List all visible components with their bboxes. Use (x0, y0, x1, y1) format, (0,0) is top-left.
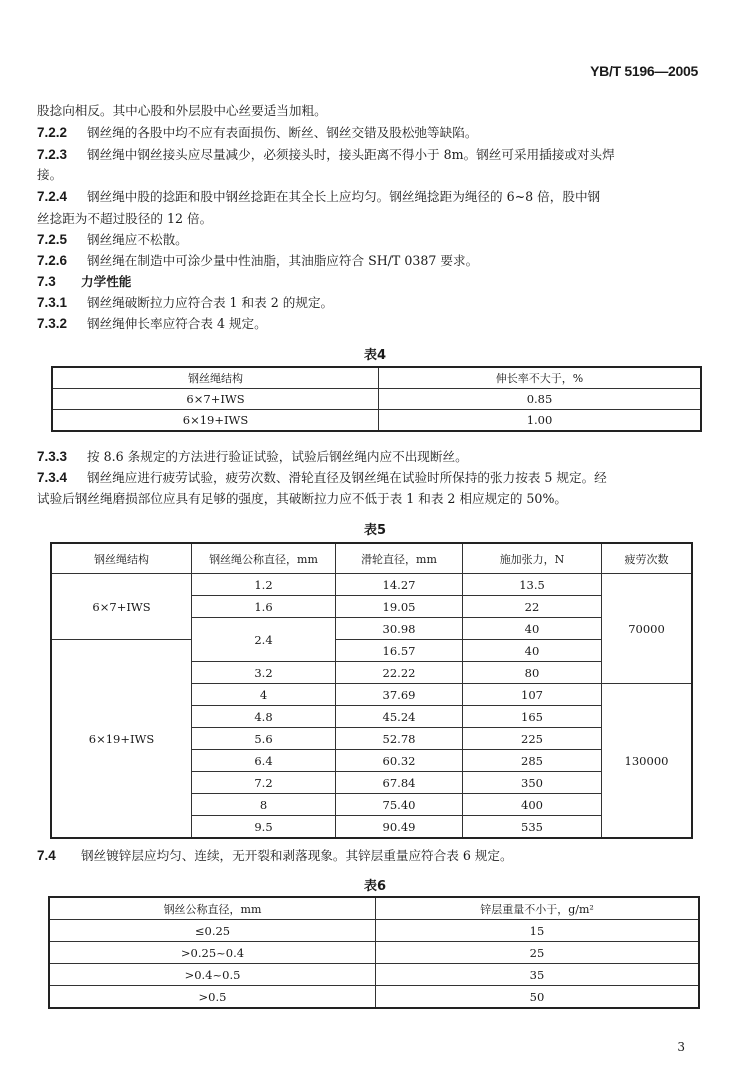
clause-number: 7.2.5 (37, 232, 68, 247)
structure-cell: 6×7+IWS (51, 574, 192, 640)
table-row (49, 920, 699, 942)
table-header-row (49, 897, 699, 920)
column-header: 钢丝绳公称直径，mm (192, 543, 336, 574)
table-cell: 1.00 (379, 410, 702, 432)
diameter-cell: 4 (192, 684, 336, 706)
clause-7-3-2 (37, 316, 267, 332)
table-cell: ≤0.25 (49, 920, 376, 942)
section-7-4 (37, 848, 513, 864)
table-cell: 50 (376, 986, 700, 1009)
table-5-caption: 表5 (363, 523, 387, 538)
table-cell: >0.5 (49, 986, 376, 1009)
clause-text: 钢丝绳中股的捻距和股中钢丝捻距在其全长上应均匀。钢丝绳捻距为绳径的 6~8 倍，股中钢 (87, 189, 601, 204)
tension-cell: 22 (463, 596, 602, 618)
clause-7-2-5 (37, 232, 188, 248)
paragraph-line (37, 211, 212, 227)
pulley-cell: 52.78 (336, 728, 463, 750)
clause-text: 钢丝绳应进行疲劳试验，疲劳次数、滑轮直径及钢丝绳在试验时所保持的张力按表 5 规定。经 (87, 470, 607, 485)
diameter-cell: 2.4 (192, 618, 336, 662)
column-header: 滑轮直径，mm (336, 543, 463, 574)
section-title: 力学性能 (81, 274, 132, 289)
diameter-cell: 1.2 (192, 574, 336, 596)
table-cell: 6×19+IWS (52, 410, 379, 432)
clause-7-2-4 (37, 189, 600, 205)
table-cell: 15 (376, 920, 700, 942)
table-cell: 35 (376, 964, 700, 986)
pulley-cell: 19.05 (336, 596, 463, 618)
pulley-cell: 45.24 (336, 706, 463, 728)
clause-7-2-2 (37, 125, 477, 141)
pulley-cell: 37.69 (336, 684, 463, 706)
clause-7-3-4 (37, 470, 607, 486)
paragraph-line (37, 491, 567, 507)
diameter-cell: 9.5 (192, 816, 336, 839)
clause-7-3-3 (37, 449, 468, 465)
table-cell: >0.25~0.4 (49, 942, 376, 964)
tension-cell: 107 (463, 684, 602, 706)
tension-cell: 225 (463, 728, 602, 750)
tension-cell: 40 (463, 618, 602, 640)
section-number: 7.3 (37, 274, 56, 289)
paragraph-text: 丝捻距为不超过股径的 12 倍。 (37, 211, 213, 226)
table-row (49, 986, 699, 1009)
column-header: 施加张力，N (463, 543, 602, 574)
table-4-caption: 表4 (363, 348, 387, 363)
diameter-cell: 5.6 (192, 728, 336, 750)
pulley-cell: 16.57 (336, 640, 463, 662)
diameter-cell: 7.2 (192, 772, 336, 794)
clause-number: 7.2.3 (37, 147, 68, 162)
diameter-cell: 6.4 (192, 750, 336, 772)
table-cell: >0.4~0.5 (49, 964, 376, 986)
clause-number: 7.2.6 (37, 253, 68, 268)
tension-cell: 285 (463, 750, 602, 772)
table-row (52, 410, 701, 432)
table-row (49, 942, 699, 964)
standard-code: YB/T 5196—2005 (590, 63, 698, 79)
fatigue-cell: 70000 (602, 574, 693, 684)
clause-number: 7.2.2 (37, 125, 68, 140)
diameter-cell: 4.8 (192, 706, 336, 728)
pulley-cell: 75.40 (336, 794, 463, 816)
table-5 (50, 542, 693, 839)
fatigue-cell: 130000 (602, 684, 693, 839)
clause-text: 钢丝绳的各股中均不应有表面损伤、断丝、钢丝交错及股松弛等缺陷。 (87, 125, 478, 140)
clause-text: 钢丝绳应不松散。 (87, 232, 188, 247)
clause-number: 7.3.2 (37, 316, 68, 331)
table-row (51, 640, 692, 662)
tension-cell: 80 (463, 662, 602, 684)
table-header-row (51, 543, 692, 574)
clause-number: 7.3.3 (37, 449, 68, 464)
clause-number: 7.3.1 (37, 295, 68, 310)
paragraph-text: 试验后钢丝绳磨损部位应具有足够的强度，其破断拉力应不低于表 1 和表 2 相应规定的 50%。 (37, 491, 568, 506)
tension-cell: 535 (463, 816, 602, 839)
column-header: 锌层重量不小于，g/m² (376, 897, 700, 920)
paragraph-line (37, 167, 62, 183)
table-header-row (52, 367, 701, 389)
table-row (49, 964, 699, 986)
clause-number: 7.3.4 (37, 470, 68, 485)
clause-text: 钢丝绳伸长率应符合表 4 规定。 (87, 316, 267, 331)
pulley-cell: 14.27 (336, 574, 463, 596)
column-header: 疲劳次数 (602, 543, 693, 574)
tension-cell: 40 (463, 640, 602, 662)
diameter-cell: 1.6 (192, 596, 336, 618)
clause-7-2-3 (37, 147, 615, 163)
pulley-cell: 67.84 (336, 772, 463, 794)
pulley-cell: 60.32 (336, 750, 463, 772)
table-4 (51, 366, 702, 432)
structure-cell: 6×19+IWS (51, 640, 192, 839)
table-6 (48, 896, 700, 1009)
column-header: 钢丝公称直径，mm (49, 897, 376, 920)
paragraph-text: 接。 (37, 167, 63, 182)
table-6-caption: 表6 (363, 879, 387, 894)
diameter-cell: 8 (192, 794, 336, 816)
pulley-cell: 90.49 (336, 816, 463, 839)
diameter-cell: 3.2 (192, 662, 336, 684)
clause-text: 钢丝绳破断拉力应符合表 1 和表 2 的规定。 (87, 295, 334, 310)
tension-cell: 165 (463, 706, 602, 728)
tension-cell: 400 (463, 794, 602, 816)
column-header: 钢丝绳结构 (52, 367, 379, 389)
section-7-3 (37, 274, 131, 290)
tension-cell: 13.5 (463, 574, 602, 596)
tension-cell: 350 (463, 772, 602, 794)
page-number: 3 (677, 1040, 685, 1054)
column-header: 钢丝绳结构 (51, 543, 192, 574)
clause-text: 按 8.6 条规定的方法进行验证试验，试验后钢丝绳内应不出现断丝。 (87, 449, 468, 464)
table-row (52, 389, 701, 410)
table-row (51, 574, 692, 596)
pulley-cell: 30.98 (336, 618, 463, 640)
section-number: 7.4 (37, 848, 56, 863)
column-header: 伸长率不大于，% (379, 367, 702, 389)
pulley-cell: 22.22 (336, 662, 463, 684)
clause-text: 钢丝镀锌层应均匀、连续，无开裂和剥落现象。其锌层重量应符合表 6 规定。 (81, 848, 513, 863)
clause-7-3-1 (37, 295, 333, 311)
table-cell: 6×7+IWS (52, 389, 379, 410)
table-cell: 25 (376, 942, 700, 964)
paragraph-text: 股捻向相反。其中心股和外层股中心丝要适当加粗。 (37, 103, 327, 118)
clause-text: 钢丝绳在制造中可涂少量中性油脂，其油脂应符合 SH/T 0387 要求。 (87, 253, 479, 268)
clause-text: 钢丝绳中钢丝接头应尽量减少，必须接头时，接头距离不得小于 8m。钢丝可采用插接或对头焊 (87, 147, 615, 162)
clause-7-2-6 (37, 253, 478, 269)
table-cell: 0.85 (379, 389, 702, 410)
clause-number: 7.2.4 (37, 189, 68, 204)
paragraph-line (37, 103, 327, 119)
